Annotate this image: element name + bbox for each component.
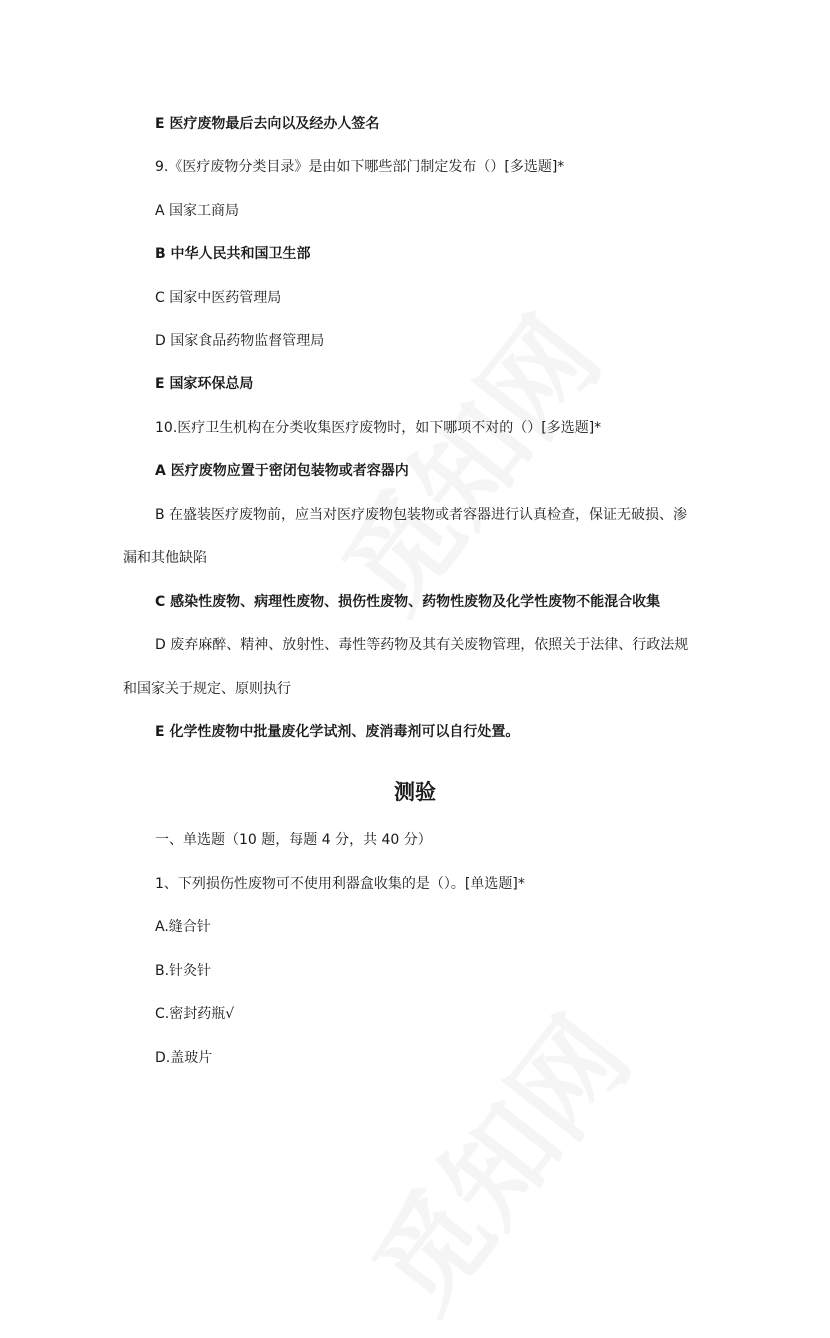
answer-option-d-continued: 和国家关于规定、原则执行 (123, 681, 291, 697)
answer-option-b: B 中华人民共和国卫生部 (155, 246, 311, 262)
answer-option-c: C 国家中医药管理局 (155, 290, 282, 306)
answer-option-e: E 医疗废物最后去向以及经办人签名 (155, 116, 380, 132)
quiz-question-1: 1、下列损伤性废物可不使用利器盒收集的是（）。[单选题]* (155, 876, 525, 892)
watermark (301, 280, 629, 637)
quiz-option-d: D.盖玻片 (155, 1050, 213, 1066)
question-10: 10.医疗卫生机构在分类收集医疗废物时，如下哪项不对的（）[多选题]* (155, 420, 602, 436)
answer-option-e: E 国家环保总局 (155, 376, 254, 392)
answer-option-d: D 废弃麻醉、精神、放射性、毒性等药物及其有关废物管理，依照关于法律、行政法规 (155, 637, 689, 653)
answer-option-a: A 医疗废物应置于密闭包装物或者容器内 (155, 463, 409, 479)
answer-option-d: D 国家食品药物监督管理局 (155, 333, 325, 349)
answer-option-a: A 国家工商局 (155, 203, 240, 219)
quiz-option-a: A.缝合针 (155, 919, 211, 935)
quiz-option-c: C.密封药瓶√ (155, 1006, 235, 1022)
quiz-heading: 测验 (394, 780, 436, 804)
question-9: 9.《医疗废物分类目录》是由如下哪些部门制定发布（）[多选题]* (155, 159, 565, 175)
answer-option-c: C 感染性废物、病理性废物、损伤性废物、药物性废物及化学性废物不能混合收集 (155, 594, 661, 610)
answer-option-b-continued: 漏和其他缺陷 (123, 550, 207, 566)
answer-option-b: B 在盛装医疗废物前，应当对医疗废物包装物或者容器进行认真检查，保证无破损、渗 (155, 507, 688, 523)
quiz-option-b: B.针灸针 (155, 963, 212, 979)
watermark-lower (331, 980, 659, 1337)
quiz-section-title: 一、单选题（10 题，每题 4 分，共 40 分） (155, 832, 432, 848)
answer-option-e: E 化学性废物中批量废化学试剂、废消毒剂可以自行处置。 (155, 724, 520, 740)
